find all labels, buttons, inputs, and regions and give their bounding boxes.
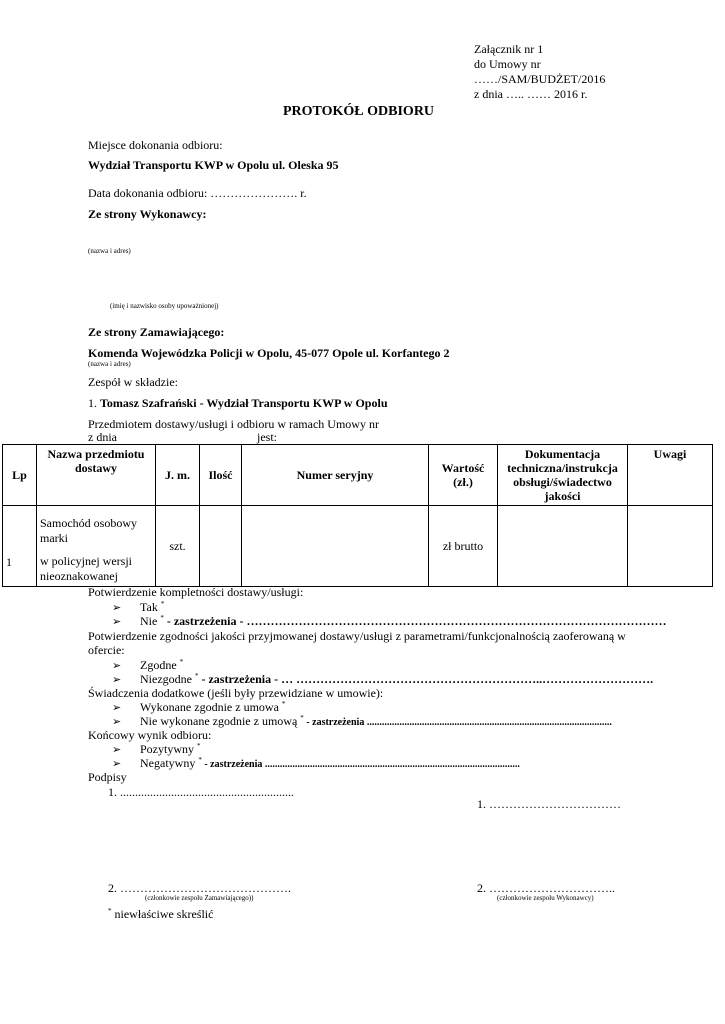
arrow-bullet-icon: ➢	[112, 659, 122, 672]
cell-notes	[628, 506, 713, 587]
header-name: Nazwa przedmiotu dostawy	[37, 445, 156, 506]
table-row	[3, 506, 713, 587]
option-negatywny: ➢ Negatywny * - zastrzeżenia ......................................................................................................	[112, 756, 520, 770]
cell-serial	[242, 506, 429, 587]
arrow-bullet-icon: ➢	[112, 615, 122, 628]
cell-name	[37, 506, 156, 587]
place-value: Wydział Transportu KWP w Opolu ul. Oleska 95	[88, 158, 339, 172]
header-unit: J. m.	[156, 445, 200, 506]
cell-qty	[200, 506, 242, 587]
delivery-table	[2, 444, 713, 587]
team-label: Zespół w składzie:	[88, 375, 178, 389]
team-member-name: Tomasz Szafrański - Wydział Transportu KWP w Opolu	[100, 396, 388, 410]
signature-right-hint: (członkowie zespołu Wykonawcy)	[497, 894, 594, 902]
header-docs: Dokumentacja techniczna/instrukcja obsługi/świadectwo jakości	[498, 445, 628, 506]
cell-lp: 1	[3, 506, 37, 587]
client-value: Komenda Wojewódzka Policji w Opolu, 45-077 Opole ul. Korfantego 2	[88, 346, 450, 360]
signature-right-1: 1. ……………………………	[477, 797, 621, 811]
subject-date: z dnia	[88, 430, 117, 444]
extra-label: Świadczenia dodatkowe (jeśli były przewidziane w umowie):	[88, 686, 384, 700]
date-line: Data dokonania odbioru: …………………. r.	[88, 186, 307, 200]
signature-left-2: 2. …………………………………….	[108, 881, 291, 895]
final-label: Końcowy wynik odbioru:	[88, 728, 212, 742]
arrow-bullet-icon: ➢	[112, 743, 122, 756]
signature-right-2: 2. …………………………..	[477, 881, 615, 895]
contractor-person-hint: (imię i nazwisko osoby upoważnionej)	[110, 302, 219, 310]
footnote: * niewłaściwe skreślić	[108, 907, 214, 921]
attachment-line: z dnia ….. …… 2016 r.	[474, 87, 588, 101]
arrow-bullet-icon: ➢	[112, 673, 122, 686]
client-name-hint: (nazwa i adres)	[88, 360, 131, 368]
cell-unit: szt.	[156, 506, 200, 587]
option-wykonane: ➢ Wykonane zgodnie z umowa *	[112, 700, 286, 714]
subject-line: Przedmiotem dostawy/usługi i odbioru w ramach Umowy nr	[88, 417, 379, 431]
header-notes: Uwagi	[628, 445, 713, 506]
document-title: PROTOKÓŁ ODBIORU	[283, 104, 435, 119]
option-niewykonane: ➢ Nie wykonane zgodnie z umową * - zastrzeżenia ..................................................................................................	[112, 714, 612, 728]
option-zgodne: ➢ Zgodne *	[112, 658, 184, 672]
quality-label-cont: ofercie:	[88, 643, 125, 657]
table-header-row	[3, 445, 713, 506]
client-heading: Ze strony Zamawiającego:	[88, 325, 225, 339]
signatures-label: Podpisy	[88, 770, 127, 784]
cell-docs	[498, 506, 628, 587]
attachment-line: ……/SAM/BUDŻET/2016	[474, 72, 606, 86]
quality-label: Potwierdzenie zgodności jakości przyjmowanej dostawy/usługi z parametrami/funkcjonalnością zaoferowaną w	[88, 629, 626, 643]
contractor-name-hint: (nazwa i adres)	[88, 247, 131, 255]
team-member-number: 1.	[88, 396, 97, 410]
cell-value: zł brutto	[429, 506, 498, 587]
attachment-line: Załącznik nr 1	[474, 42, 544, 56]
option-pozytywny: ➢ Pozytywny *	[112, 742, 201, 756]
contractor-heading: Ze strony Wykonawcy:	[88, 207, 207, 221]
arrow-bullet-icon: ➢	[112, 701, 122, 714]
completeness-label: Potwierdzenie kompletności dostawy/usługi:	[88, 585, 304, 599]
team-member	[88, 396, 388, 411]
option-niezgodne: ➢ Niezgodne * - zastrzeżenia - … ……………………………………………………..……………………….	[112, 672, 654, 686]
place-label: Miejsce dokonania odbioru:	[88, 138, 223, 152]
subject-is: jest:	[257, 430, 277, 444]
option-tak: ➢ Tak *	[112, 600, 165, 614]
arrow-bullet-icon: ➢	[112, 757, 122, 770]
option-nie: ➢ Nie * - zastrzeżenia - ……………………………………………………………………………………………	[112, 614, 667, 628]
item-name-top: Samochód osobowy marki	[40, 516, 137, 545]
header-value: Wartość (zł.)	[429, 445, 498, 506]
item-name-bottom: w policyjnej wersji nieoznakowanej	[40, 554, 132, 583]
signature-left-hint: (członkowie zespołu Zamawiającego))	[145, 894, 254, 902]
attachment-line: do Umowy nr	[474, 57, 541, 71]
arrow-bullet-icon: ➢	[112, 715, 122, 728]
header-lp: Lp	[3, 445, 37, 506]
header-qty: Ilość	[200, 445, 242, 506]
header-serial: Numer seryjny	[242, 445, 429, 506]
arrow-bullet-icon: ➢	[112, 601, 122, 614]
signature-left-1: 1. ..........................................................	[108, 785, 294, 799]
